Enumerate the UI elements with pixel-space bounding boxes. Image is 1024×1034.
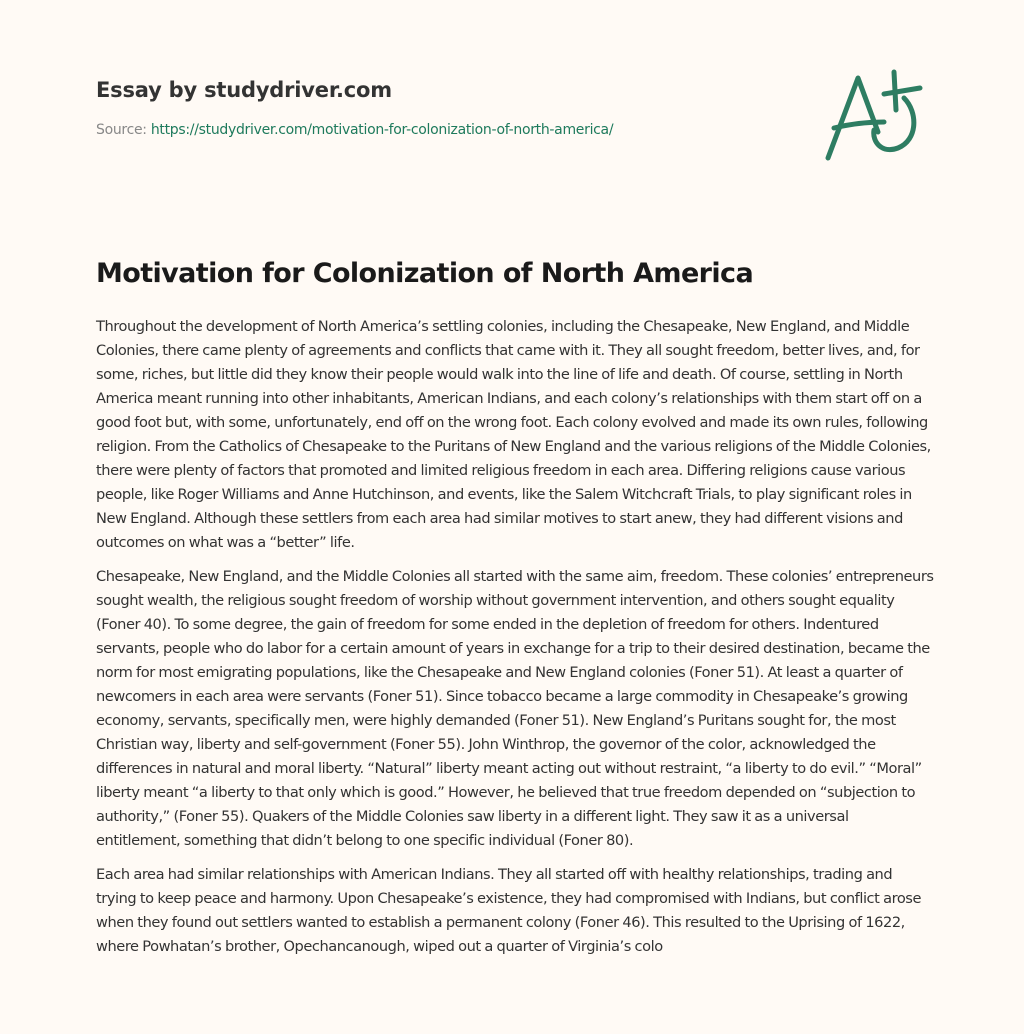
- essay-title: Motivation for Colonization of North America: [96, 258, 754, 289]
- source-link[interactable]: https://studydriver.com/motivation-for-colonization-of-north-america/: [150, 122, 614, 138]
- a-plus-grade-icon: [820, 62, 940, 172]
- site-title: Essay by studydriver.com: [96, 78, 392, 102]
- page-header: [96, 76, 796, 140]
- essay-body: [96, 315, 936, 969]
- essay-paragraph: Throughout the development of North America’s settling colonies, including the Chesapeake, New England, and Middle Colonies, there came plenty of agreements and conflicts that came with it. They all sought freedom, better lives, and, for some, riches, but little did they know their people would walk into the line of life and death. Of course, settling in North America meant running into other inhabitants, American Indians, and each colony’s relationships with them start off on a good foot but, with some, unfortunately, end off on the wrong foot. Each colony evolved and made its own rules, following religion. From the Catholics of Chesapeake to the Puritans of New England and the various religions of the Middle Colonies, there were plenty of factors that promoted and limited religious freedom in each area. Differing religions cause various people, like Roger Williams and Anne Hutchinson, and events, like the Salem Witchcraft Trials, to play significant roles in New England. Although these settlers from each area had similar motives to start anew, they had different visions and outcomes on what was a “better” life.: [96, 318, 931, 551]
- essay-paragraph: Each area had similar relationships with American Indians. They all started off with healthy relationships, trading and trying to keep peace and harmony. Upon Chesapeake’s existence, they had compromised with Indians, but conflict arose when they found out settlers wanted to establish a permanent colony (Foner 46). This resulted to the Uprising of 1622, where Powhatan’s brother, Opechancanough, wiped out a quarter of Virginia’s colo: [96, 866, 921, 955]
- essay-paragraph: Chesapeake, New England, and the Middle Colonies all started with the same aim, freedom. These colonies’ entrepreneurs sought wealth, the religious sought freedom of worship without government intervention, and others sought equality (Foner 40). To some degree, the gain of freedom for some ended in the depletion of freedom for others. Indentured servants, people who do labor for a certain amount of years in exchange for a trip to their desired destination, became the norm for most emigrating populations, like the Chesapeake and New England colonies (Foner 51). At least a quarter of newcomers in each area were servants (Foner 51). Since tobacco became a large commodity in Chesapeake’s growing economy, servants, specifically men, were highly demanded (Foner 51). New England’s Puritans sought for, the most Christian way, liberty and self-government (Foner 55). John Winthrop, the governor of the color, acknowledged the differences in natural and moral liberty. “Natural” liberty meant acting out without restraint, “a liberty to do evil.” “Moral” liberty meant “a liberty to that only which is good.” However, he believed that true freedom depended on “subjection to authority,” (Foner 55). Quakers of the Middle Colonies saw liberty in a different light. They saw it as a universal entitlement, something that didn’t belong to one specific individual (Foner 80).: [96, 568, 934, 849]
- source-label: Source:: [96, 122, 151, 138]
- source-line: [96, 120, 796, 140]
